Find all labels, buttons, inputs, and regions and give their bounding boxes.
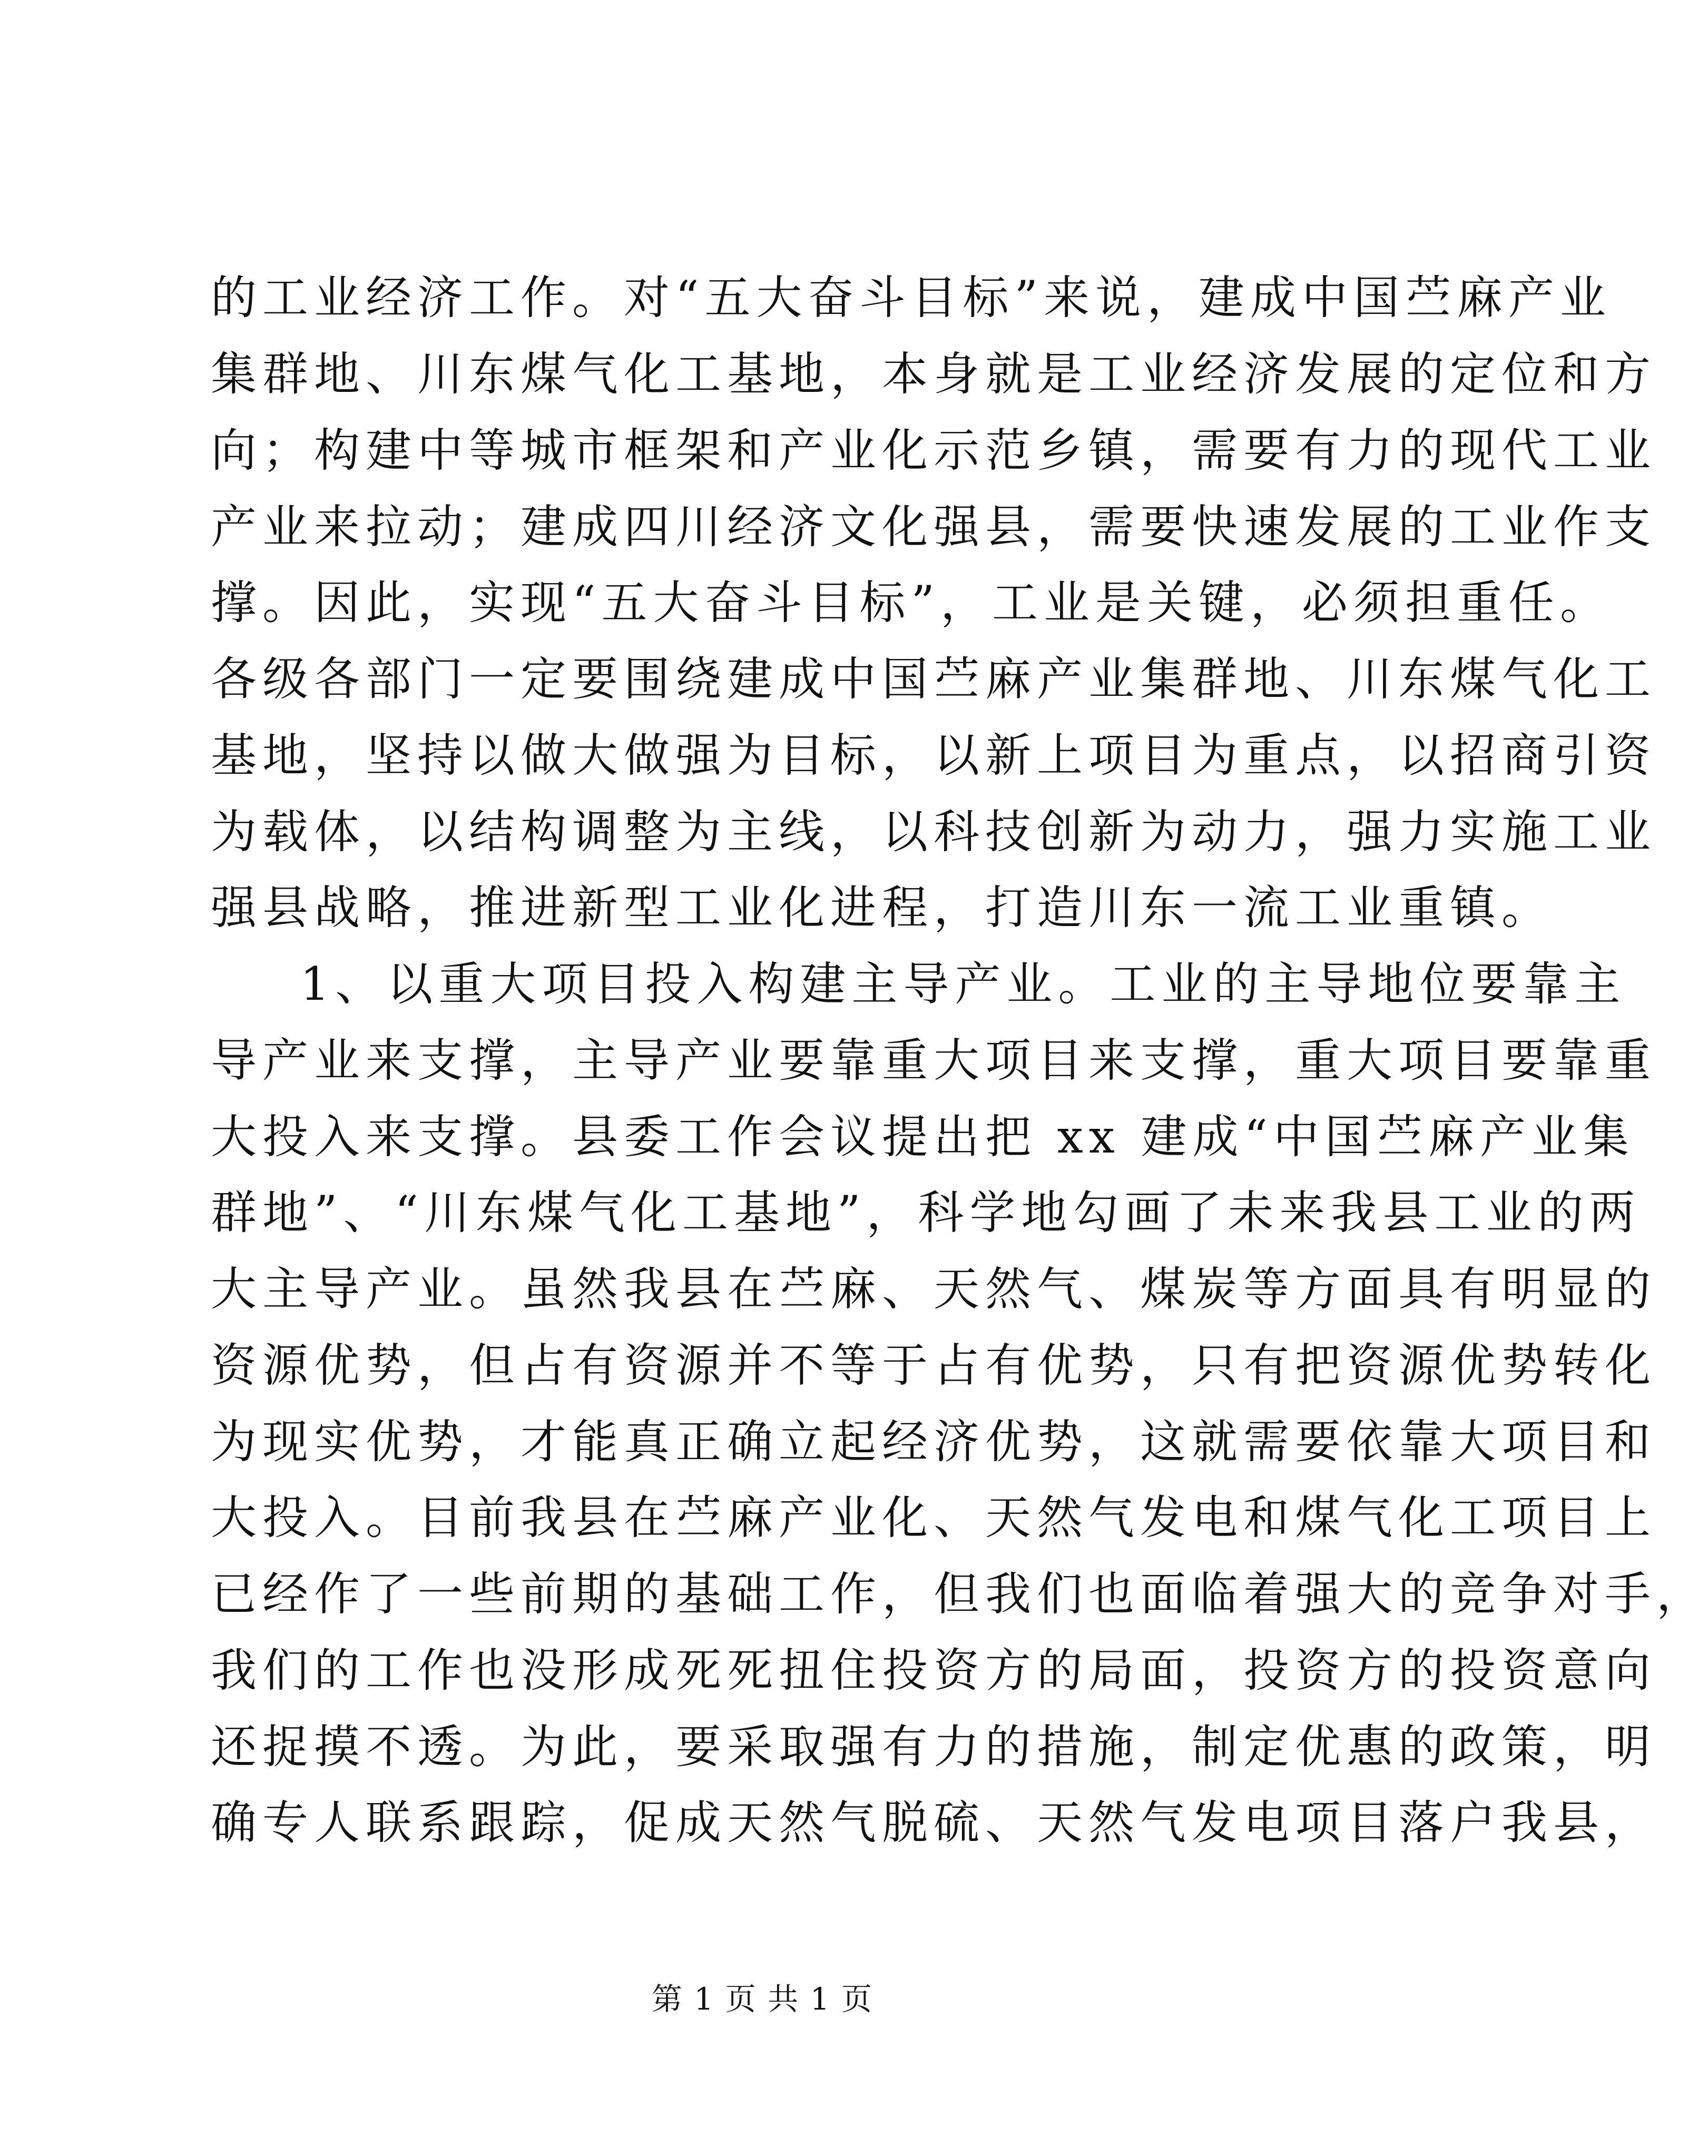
text-line: 导产业来支撑，主导产业要靠重大项目来支撑，重大项目要靠重 bbox=[211, 1033, 1656, 1087]
page-number-label: 第 1 页 共 1 页 bbox=[652, 1981, 873, 2017]
text-line: 大投入来支撑。县委工作会议提出把 xx 建成“中国苎麻产业集 bbox=[211, 1110, 1635, 1164]
text-line: 强县战略，推进新型工业化进程，打造川东一流工业重镇。 bbox=[211, 881, 1553, 934]
text-line: 基地，坚持以做大做强为目标，以新上项目为重点，以招商引资 bbox=[211, 728, 1656, 782]
text-line: 大投入。目前我县在苎麻产业化、天然气发电和煤气化工项目上 bbox=[211, 1491, 1656, 1544]
text-line: 为载体，以结构调整为主线，以科技创新为动力，强力实施工业 bbox=[211, 805, 1656, 859]
text-line: 产业来拉动；建成四川经济文化强县，需要快速发展的工业作支 bbox=[211, 500, 1656, 554]
paragraph-first-line: 1、以重大项目投入构建主导产业。工业的主导地位要靠主 bbox=[300, 957, 1626, 1011]
text-line: 集群地、川东煤气化工基地，本身就是工业经济发展的定位和方 bbox=[211, 347, 1656, 401]
text-line: 撑。因此，实现“五大奋斗目标”，工业是关键，必须担重任。 bbox=[211, 576, 1612, 629]
text-line: 已经作了一些前期的基础工作，但我们也面临着强大的竞争对手， bbox=[211, 1567, 1708, 1621]
text-line: 向；构建中等城市框架和产业化示范乡镇，需要有力的现代工业 bbox=[211, 424, 1656, 477]
text-line: 大主导产业。虽然我县在苎麻、天然气、煤炭等方面具有明显的 bbox=[211, 1262, 1656, 1316]
text-line: 群地”、“川东煤气化工基地”，科学地勾画了未来我县工业的两 bbox=[211, 1186, 1641, 1239]
text-line: 各级各部门一定要围绕建成中国苎麻产业集群地、川东煤气化工 bbox=[211, 652, 1656, 706]
text-line: 的工业经济工作。对“五大奋斗目标”来说，建成中国苎麻产业 bbox=[211, 271, 1612, 324]
page-footer bbox=[0, 1981, 1525, 2017]
text-line: 我们的工作也没形成死死扭住投资方的局面，投资方的投资意向 bbox=[211, 1643, 1656, 1697]
text-line: 资源优势，但占有资源并不等于占有优势，只有把资源优势转化 bbox=[211, 1338, 1656, 1392]
text-line: 还捉摸不透。为此，要采取强有力的措施，制定优惠的政策，明 bbox=[211, 1720, 1656, 1774]
text-line: 为现实优势，才能真正确立起经济优势，这就需要依靠大项目和 bbox=[211, 1415, 1656, 1469]
text-line: 确专人联系跟踪，促成天然气脱硫、天然气发电项目落户我县， bbox=[211, 1796, 1656, 1849]
